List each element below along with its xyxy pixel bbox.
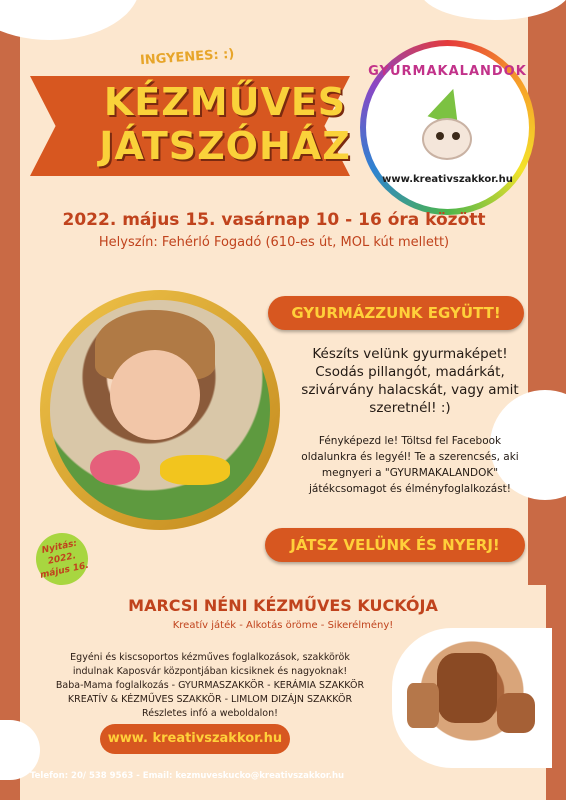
- opening-badge: Nyitás: 2022. május 16.: [31, 528, 93, 590]
- gnome-face-icon: [422, 118, 472, 160]
- kucko-line: Részletes infó a weboldalon!: [142, 708, 278, 719]
- kucko-line: KREATÍV & KÉZMŰVES SZAKKÖR - LIMLOM DIZÁJN SZAKKÖR: [67, 694, 353, 705]
- gnome-eye-icon: [436, 132, 444, 140]
- title-line-1: KÉZMŰVES: [103, 80, 347, 124]
- activity-description: Készíts velünk gyurmaképet! Csodás pillangót, madárkát, szivárvány halacskát, vagy amit szeretnél! :): [301, 346, 519, 416]
- photo-face: [110, 350, 200, 440]
- ceramic-jug: [407, 683, 439, 728]
- logo-url: www.kreativszakkor.hu: [382, 174, 513, 185]
- free-tag: INGYENES: :): [139, 46, 235, 69]
- photo-clay-flower: [90, 450, 140, 485]
- event-date: 2022. május 15. vasárnap 10 - 16 óra között: [62, 210, 486, 230]
- play-and-win-banner: JÁTSZ VELÜNK ÉS NYERJ!: [265, 528, 525, 562]
- kucko-line: indulnak Kaposvár központjában kicsiknek és nagyoknak!: [72, 666, 348, 677]
- event-location: Helyszín: Fehérló Fogadó (610-es út, MOL kút mellett): [98, 235, 450, 250]
- photo-clay-sun: [160, 455, 230, 485]
- ceramic-bowl: [497, 693, 535, 733]
- child-playing-photo: [50, 300, 270, 520]
- title-ribbon: [30, 68, 360, 188]
- child-photo-frame: [40, 290, 280, 530]
- logo-disc: [366, 46, 529, 209]
- gnome-eye-icon: [452, 132, 460, 140]
- ceramic-pot: [437, 653, 497, 723]
- activity-banner: GYURMÁZZUNK EGYÜTT!: [268, 296, 524, 330]
- kucko-line: Egyéni és kiscsoportos kézműves foglalkozások, szakkörök: [70, 652, 350, 663]
- ceramics-photo: [392, 628, 552, 768]
- contact-footer: Telefon: 20/ 538 9563 - Email: kezmuveskucko@kreativszakkor.hu: [30, 771, 345, 781]
- gyurmakalandok-logo: [360, 40, 535, 215]
- logo-title: GYURMAKALANDOK: [368, 64, 527, 79]
- kucko-subtitle: Kreatív játék - Alkotás öröme - Sikerélmény!: [172, 620, 394, 631]
- title-line-2: JÁTSZÓHÁZ: [99, 124, 351, 168]
- kucko-line: Baba-Mama foglalkozás - GYURMASZAKKÖR - KERÁMIA SZAKKÖR: [55, 680, 365, 691]
- website-link[interactable]: www. kreativszakkor.hu: [100, 724, 290, 754]
- kucko-title: MARCSI NÉNI KÉZMŰVES KUCKÓJA: [128, 596, 438, 615]
- contest-description: Fényképezd le! Töltsd fel Facebook oldalunkra és legyél! Te a szerencsés, aki megnyeri a "GYURMAKALANDOK" játékcsomagot és élményfoglalkozást!: [301, 435, 519, 495]
